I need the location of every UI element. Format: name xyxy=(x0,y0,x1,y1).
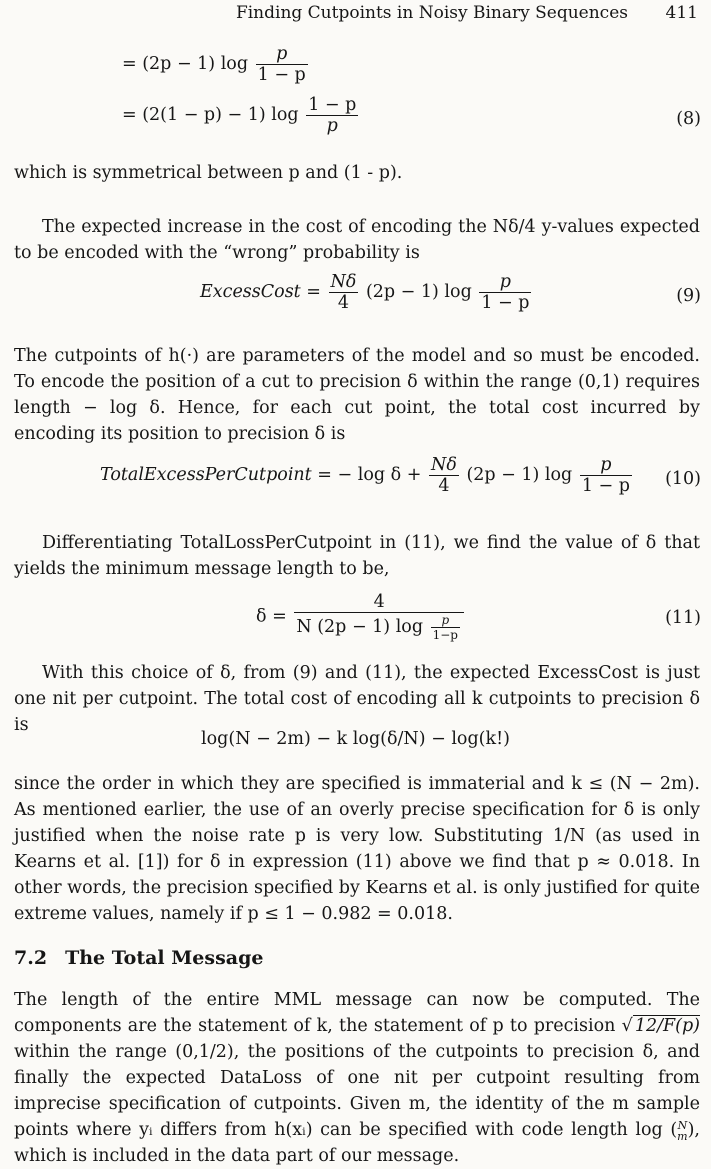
binomial-bottom: m xyxy=(677,1129,688,1143)
eq8-line1-lhs: = (2p − 1) log xyxy=(122,54,249,74)
total-message-part-3: , which is included in the data part of our message. xyxy=(14,1120,700,1166)
sqrt-expression: √ 12/F(p) xyxy=(621,1016,700,1036)
paragraph-order: since the order in which they are specified is immaterial and k ≤ (N − 2m). As mentioned earlier, the use of an overly precise specification for δ is only justified when the noise rate p is very low. Substituting 1/N (as used in Kearns et al. [1]) for δ in expression (11) above we find that p ≈ 0.018. In other words, the precision specified by Kearns et al. is only justified for quite extreme values, namely if p ≤ 1 − 0.982 = 0.018. xyxy=(14,774,700,924)
eq9-middle: (2p − 1) log xyxy=(365,282,472,302)
eq10-lhs: TotalExcessPerCutpoint xyxy=(100,465,312,485)
eq11-small-fraction xyxy=(431,613,460,642)
equation-number-10: (10) xyxy=(665,469,701,489)
eq11-small-numerator: p xyxy=(431,613,460,628)
page-header xyxy=(0,3,700,27)
eq11-small-denominator: 1−p xyxy=(432,628,458,642)
eq11-fraction xyxy=(294,592,464,642)
eq9-fraction xyxy=(329,272,359,313)
eq10-denominator: 4 xyxy=(438,476,450,496)
eq10-numerator: Nδ xyxy=(431,455,457,475)
eq9-lhs: ExcessCost = xyxy=(200,282,321,302)
equation-number-11: (11) xyxy=(665,608,701,628)
total-message-part-2: within the range (0,1/2), the positions of the cutpoints to precision δ, and finally the expected DataLoss of one nit per cutpoint resulting from imprecise specification of cutpoints. Given m, the identity of the m sample points where yᵢ differs from h(xᵢ) can be specified with code length log xyxy=(14,1042,700,1140)
running-title: Finding Cutpoints in Noisy Binary Sequences xyxy=(235,3,628,23)
equation-number-9: (9) xyxy=(676,286,701,306)
total-message-part-1: The length of the entire MML message can now be computed. The components are the statement of k, the statement of p to precision xyxy=(14,990,700,1036)
binomial: ( N m ) xyxy=(670,1118,695,1143)
eq10-middle-2: (2p − 1) log xyxy=(466,465,573,485)
eq10-log-fraction xyxy=(580,455,632,496)
equation-8-line-1 xyxy=(0,40,711,90)
equation-10 xyxy=(0,455,711,511)
paragraph-differentiating: Differentiating TotalLossPerCutpoint in (11), we find the value of δ that yields the minimum message length to be, xyxy=(14,533,700,579)
eq8-line1-numerator: p xyxy=(256,44,308,65)
eq8-line1-denominator: 1 − p xyxy=(257,65,306,85)
eq10-log-denominator: 1 − p xyxy=(581,476,630,496)
eq10-middle: = − log δ + xyxy=(317,465,422,485)
paragraph-symmetry: which is symmetrical between p and (1 - p). xyxy=(14,163,403,183)
equation-8-line-2 xyxy=(0,95,711,147)
eq9-denominator: 4 xyxy=(337,293,350,313)
eq9-log-fraction xyxy=(479,272,531,313)
eq8-line2-fraction xyxy=(306,95,358,136)
equation-9 xyxy=(0,272,711,328)
paragraph-choice-of-delta: With this choice of δ, from (9) and (11), the expected ExcessCost is just one nit per cutpoint. The total cost of encoding all k cutpoints to precision δ is xyxy=(14,663,700,735)
eq8-line2-lhs: = (2(1 − p) − 1) log xyxy=(122,105,299,125)
equation-total-cost: log(N − 2m) − k log(δ/N) − log(k!) xyxy=(201,729,510,749)
eq8-line2-denominator: p xyxy=(326,116,338,136)
eq10-fraction xyxy=(429,455,459,496)
section-number: 7.2 xyxy=(14,947,48,969)
eq11-denominator-text: N (2p − 1) log xyxy=(296,617,424,637)
sqrt-content: 12/F(p) xyxy=(634,1016,700,1036)
eq9-numerator: Nδ xyxy=(330,272,357,292)
eq9-log-denominator: 1 − p xyxy=(481,293,530,313)
eq11-numerator: 4 xyxy=(294,592,464,613)
equation-11 xyxy=(0,592,711,654)
binomial-top: N xyxy=(677,1118,688,1132)
paragraph-total-message xyxy=(14,987,700,1169)
eq8-line2-numerator: 1 − p xyxy=(308,95,357,115)
section-heading xyxy=(14,947,263,969)
eq10-log-numerator: p xyxy=(580,455,632,476)
eq8-line1-fraction xyxy=(256,44,308,85)
paragraph-expected-increase: The expected increase in the cost of encoding the Nδ/4 y-values expected to be encoded with the “wrong” probability is xyxy=(14,217,700,263)
equation-number-8: (8) xyxy=(676,109,701,129)
eq11-denominator xyxy=(294,613,464,642)
paragraph-cutpoints: The cutpoints of h(·) are parameters of the model and so must be encoded. To encode the position of a cut to precision δ within the range (0,1) requires length − log δ. Hence, for each cut point, the total cost incurred by encoding its position to precision δ is xyxy=(14,346,700,444)
section-title: The Total Message xyxy=(65,947,264,969)
eq9-log-numerator: p xyxy=(479,272,531,293)
page-number: 411 xyxy=(665,3,698,23)
eq11-lhs: δ = xyxy=(256,606,287,627)
